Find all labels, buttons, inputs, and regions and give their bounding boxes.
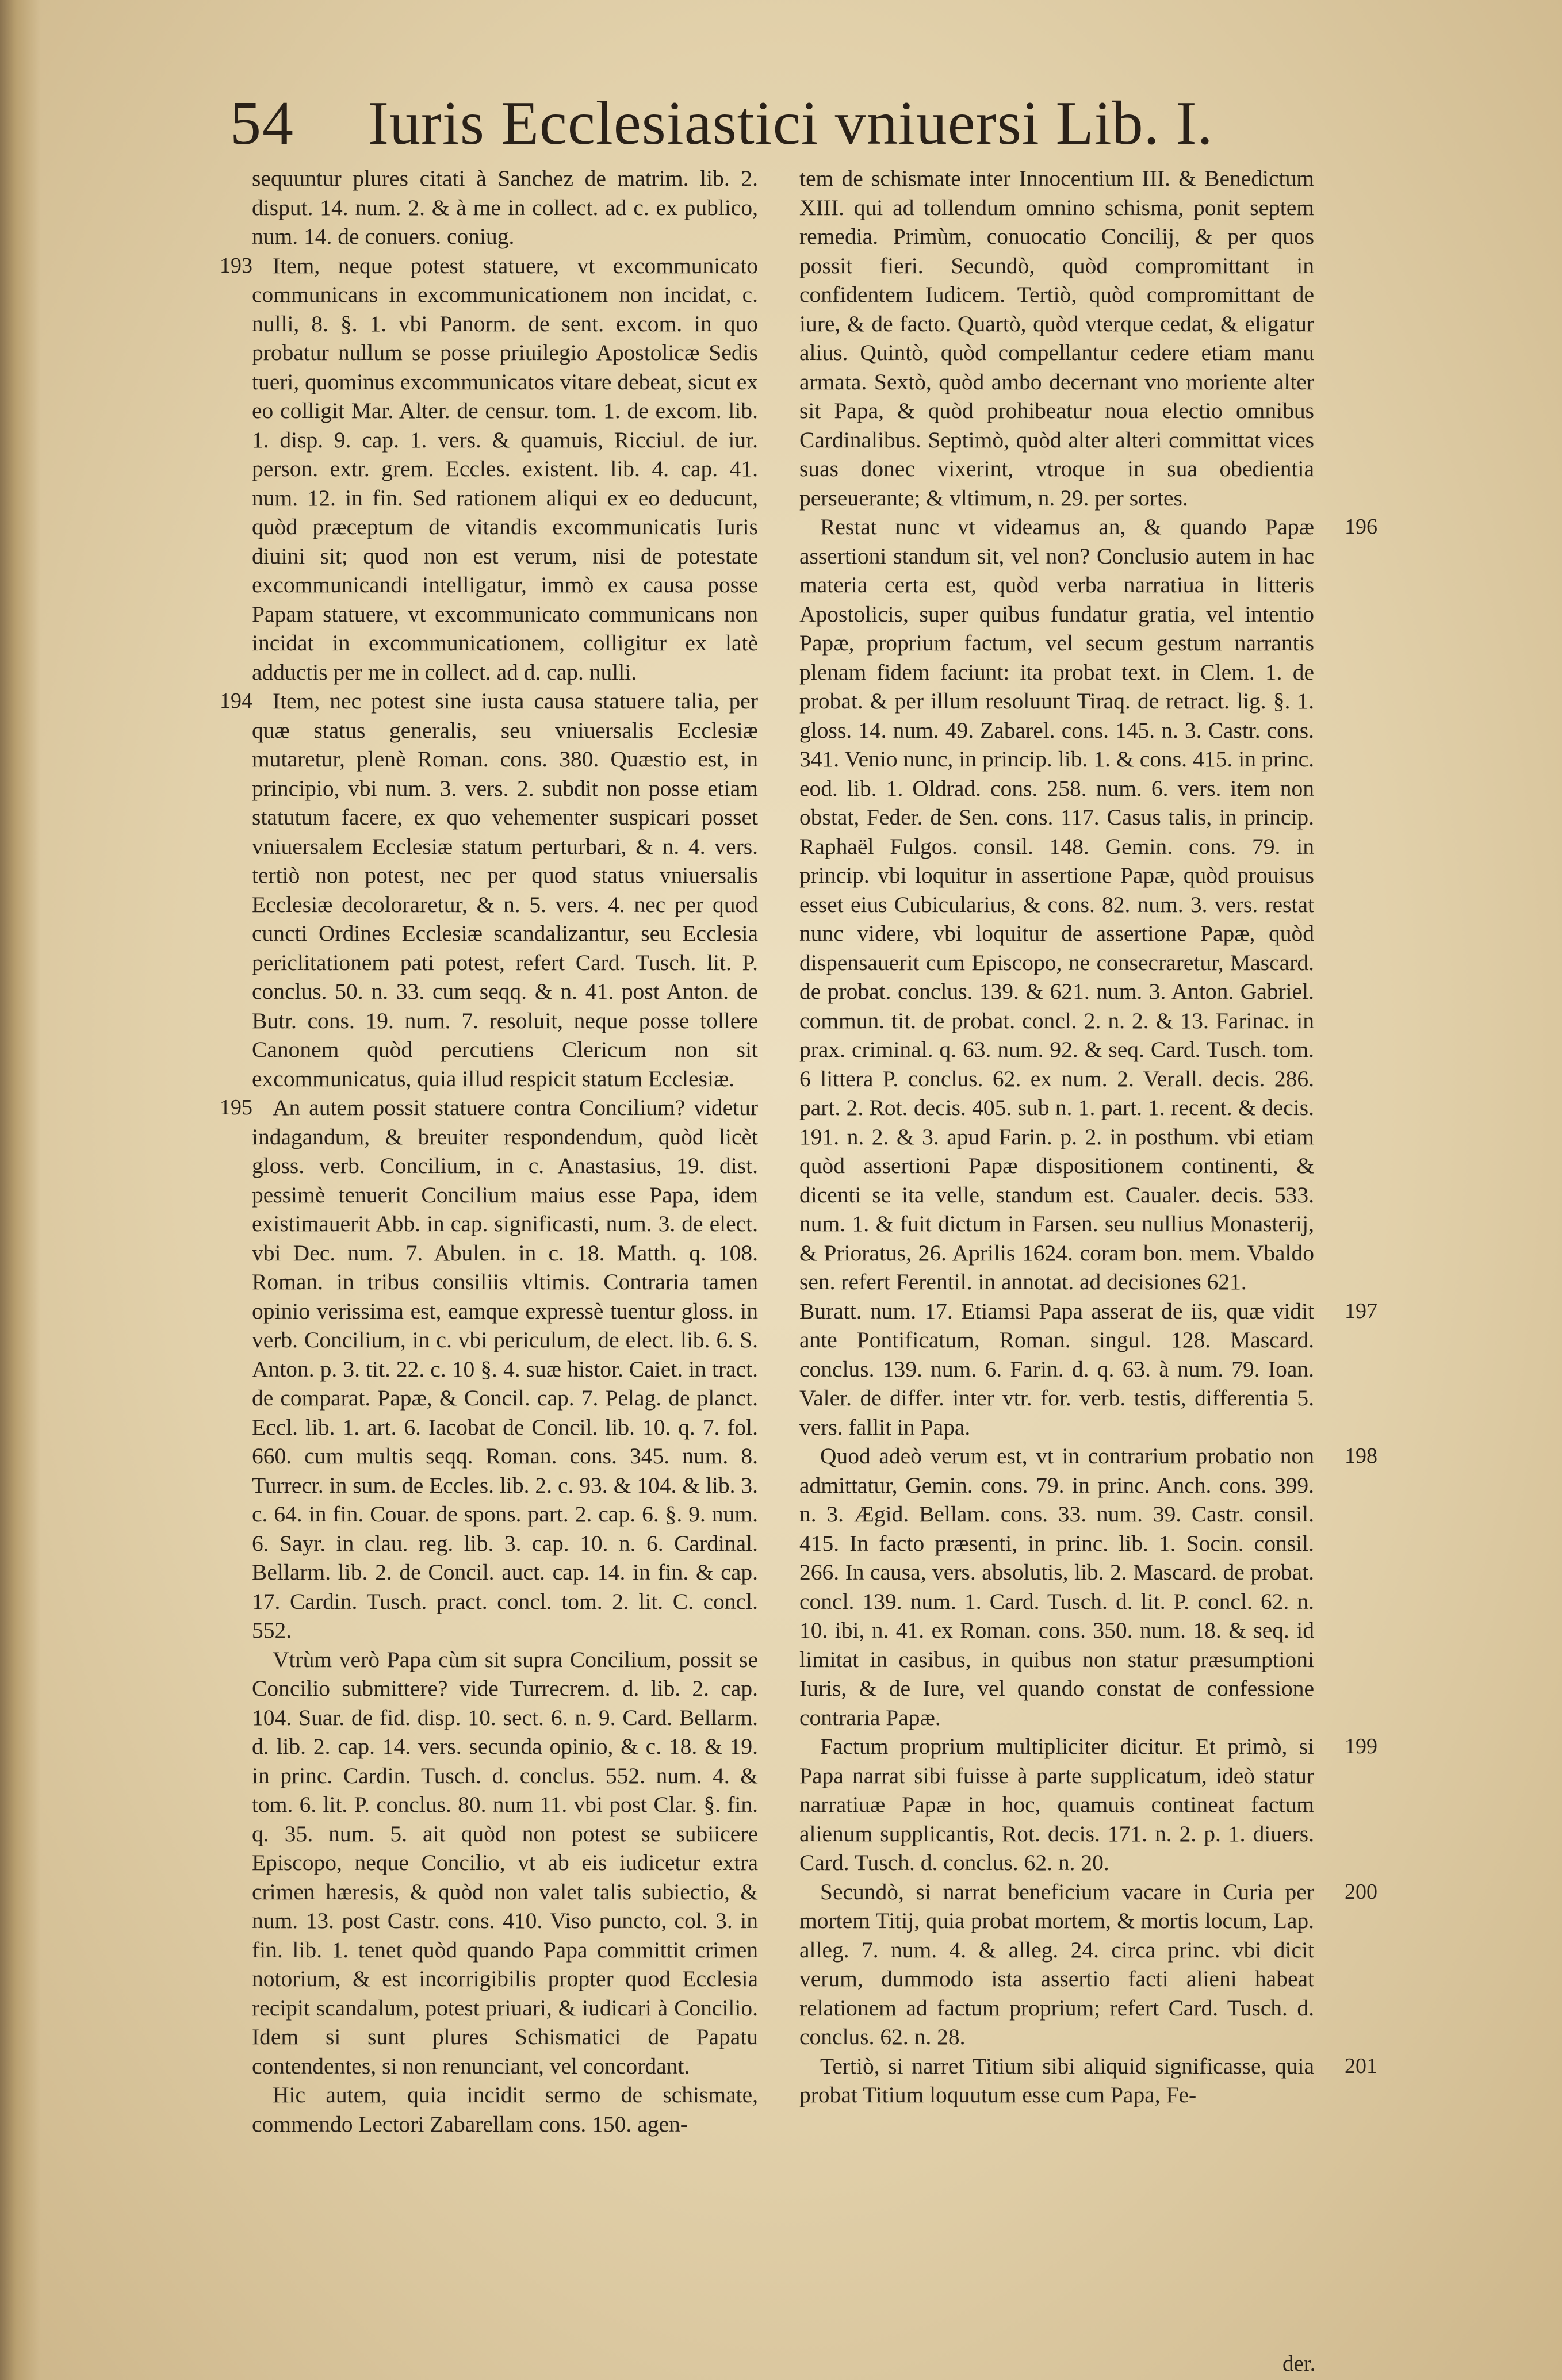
margin-number: 193 (220, 253, 252, 278)
paragraph (252, 1645, 758, 2081)
margin-number: 199 (1345, 1734, 1377, 1758)
paragraph (799, 1297, 1377, 1442)
page-gutter-shadow (0, 0, 40, 2380)
paragraph (799, 1877, 1377, 2052)
paragraph (799, 1442, 1377, 1732)
paragraph-text: Hic autem, quia incidit sermo de schismate, commendo Lectori Zabarellam cons. 150. agen- (252, 2082, 758, 2137)
catchword: der. (1282, 2351, 1316, 2376)
paragraph-text: An autem possit statuere contra Concilium? videtur indagandum, & breuiter respondendum, quòd licèt gloss. verb. Concilium, in c. Anastasius, 19. dist. pessimè tenuerit Concilium maius esse Papa, idem existimauerit Abb. in cap. significasti, num. 3. de elect. vbi Dec. num. 7. Abulen. in c. 18. Matth. q. 108. Roman. in tribus consiliis vltimis. Contraria tamen opinio verissima est, eamque expressè tuentur gloss. in verb. Concilium, in c. vbi periculum, de elect. lib. 6. S. Anton. p. 3. tit. 22. c. 10 §. 4. suæ histor. Caiet. in tract. de comparat. Papæ, & Concil. cap. 7. Pelag. de planct. Eccl. lib. 1. art. 6. Iacobat de Concil. lib. 10. q. 7. fol. 660. cum multis seqq. Roman. cons. 345. num. 8. Turrecr. in sum. de Eccles. lib. 2. c. 93. & 104. & lib. 3. c. 64. in fin. Couar. de spons. part. 2. cap. 6. §. 9. num. 6. Sayr. in clau. reg. lib. 3. cap. 10. n. 6. Cardinal. Bellarm. lib. 2. de Concil. auct. cap. 14. in fin. & cap. 17. Cardin. Tusch. pract. concl. tom. 2. lit. C. concl. 552. (252, 1095, 758, 1643)
page-header (230, 86, 1323, 161)
paragraph (252, 2080, 758, 2138)
margin-number: 197 (1345, 1298, 1377, 1323)
paragraph-text: Factum proprium multipliciter dicitur. Et primò, si Papa narrat sibi fuisse à parte supplicatum, ideò statur narratiuæ Papæ in hoc, quamuis contineat factum alienum supplicantis, Rot. decis. 171. n. 2. p. 1. diuers. Card. Tusch. d. conclus. 62. n. 20. (799, 1734, 1314, 1875)
running-title: Iuris Ecclesiastici vniuersi Lib. I. (368, 89, 1213, 158)
paragraph-text: tem de schismate inter Innocentium III. & Benedictum XIII. qui ad tollendum omnino schisma, ponit septem remedia. Primùm, conuocatio Concilij, & per quos possit fieri. Secundò, quòd compromittant in confidentem Iudicem. Tertiò, quòd compromittant de iure, & de facto. Quartò, quòd vterque cedat, & eligatur alius. Quintò, quòd compellantur cedere etiam manu armata. Sextò, quòd ambo decernant vno moriente alter sit Papa, & quòd prohibeatur noua electio omnibus Cardinalibus. Septimò, quòd alter alteri committat vices suas donec vixerint, vtroque in sua obedientia perseuerante; & vltimum, n. 29. per sortes. (799, 166, 1314, 511)
paragraph (799, 2052, 1377, 2110)
paragraph (220, 687, 758, 1093)
paragraph-text: Secundò, si narrat beneficium vacare in Curia per mortem Titij, quia probat mortem, & mortis locum, Lap. alleg. 7. num. 4. & alleg. 24. circa princ. vbi dicit verum, dummodo ista assertio facti alieni habeat relationem ad factum proprium; refert Card. Tusch. d. conclus. 62. n. 28. (799, 1879, 1314, 2049)
left-column (220, 164, 758, 2138)
paragraph-text: sequuntur plures citati à Sanchez de matrim. lib. 2. disput. 14. num. 2. & à me in collect. ad c. ex publico, num. 14. de conuers. coniug. (252, 166, 758, 249)
paragraph-text: Buratt. num. 17. Etiamsi Papa asserat de iis, quæ vidit ante Pontificatum, Roman. singul. 128. Mascard. conclus. 139. num. 6. Farin. d. q. 63. à num. 79. Ioan. Valer. de differ. inter vtr. for. verb. testis, differentia 5. vers. fallit in Papa. (799, 1298, 1314, 1440)
margin-number: 196 (1345, 515, 1377, 539)
page-number: 54 (230, 89, 294, 158)
margin-number: 195 (220, 1095, 252, 1120)
paragraph-text: Restat nunc vt videamus an, & quando Papæ assertioni standum sit, vel non? Conclusio autem in hac materia certa est, quòd verba narratiua in litteris Apostolicis, super quibus fundatur gratia, vel intentio Papæ, proprium factum, vel secum gestum narrantis plenam fidem faciunt: ita probat text. in Clem. 1. de probat. & per illum resoluunt Tiraq. de retract. lig. §. 1. gloss. 14. num. 49. Zabarel. cons. 145. n. 3. Castr. cons. 341. Venio nunc, in princip. lib. 1. & cons. 415. in princ. eod. lib. 1. Oldrad. cons. 258. num. 6. vers. item non obstat, Feder. de Sen. cons. 117. Casus talis, in princip. Raphaël Fulgos. consil. 148. Gemin. cons. 79. in princip. vbi loquitur in assertione Papæ, quòd prouisus esset eius Cubicularius, & cons. 82. num. 3. vers. restat nunc videre, vbi loquitur de assertione Papæ, quòd dispensauerit cum Episcopo, ne consecraretur, Mascard. de probat. conclus. 139. & 621. num. 3. Anton. Gabriel. commun. tit. de probat. concl. 2. n. 2. & 13. Farinac. in prax. criminal. q. 63. num. 92. & seq. Card. Tusch. tom. 6 littera P. conclus. 62. ex num. 2. Verall. decis. 286. part. 2. Rot. decis. 405. sub n. 1. part. 1. recent. & decis. 191. n. 2. & 3. apud Farin. p. 2. in posthum. vbi etiam quòd assertioni Papæ dispositionem continenti, & dicenti se ita velle, standum est. Caualer. decis. 533. num. 1. & fuit dictum in Farsen. seu nullius Monasterij, & Prioratus, 26. Aprilis 1624. coram bon. mem. Vbaldo sen. refert Ferentil. in annotat. ad decisiones 621. (799, 514, 1314, 1294)
paragraph-text: Tertiò, si narret Titium sibi aliquid significasse, quia probat Titium loquutum esse cum Papa, Fe- (799, 2053, 1314, 2107)
paragraph (799, 512, 1377, 1297)
right-column (799, 164, 1377, 2110)
paragraph-text: Vtrùm verò Papa cùm sit supra Concilium, possit se Concilio submittere? vide Turrecrem. d. lib. 2. cap. 104. Suar. de fid. disp. 10. sect. 6. n. 9. Card. Bellarm. d. lib. 2. cap. 14. vers. secunda opinio, & c. 18. & 19. in princ. Cardin. Tusch. d. conclus. 552. num. 4. & tom. 6. lit. P. conclus. 80. num 11. vbi post Clar. §. fin. q. 35. num. 5. ait quòd non potest se subiicere Episcopo, neque Concilio, vt ab eis iudicetur extra crimen hæresis, & quòd non valet talis subiectio, & num. 13. post Castr. cons. 410. Viso puncto, col. 3. in fin. lib. 1. tenet quòd quando Papa committit crimen notorium, & est incorrigibilis propter quod Ecclesia recipit scandalum, potest priuari, & iudicari à Concilio. Idem si sunt plures Schismatici de Papatu contendentes, si non renunciant, vel concordant. (252, 1646, 758, 2079)
paragraph (252, 164, 758, 251)
margin-number: 200 (1345, 1879, 1377, 1904)
paragraph (220, 1093, 758, 1645)
margin-number: 194 (220, 689, 252, 713)
paragraph-text: Item, nec potest sine iusta causa statuere talia, per quæ status generalis, seu vniuersalis Ecclesiæ mutaretur, plenè Roman. cons. 380. Quæstio est, in principio, vbi num. 3. vers. 2. subdit non posse etiam statutum facere, ex quo vehementer suspicari posset vniuersalem Ecclesiæ statum perturbari, & n. 4. vers. tertiò non potest, nec per quod status vniuersalis Ecclesiæ decoloraretur, & n. 5. vers. 4. nec per quod cuncti Ordines Ecclesiæ scandalizantur, seu Ecclesia periclitationem pati potest, refert Card. Tusch. lit. P. conclus. 50. n. 33. cum seqq. & n. 41. post Anton. de Butr. cons. 19. num. 7. resoluit, neque posse tollere Canonem quòd percutiens Clericum non sit excommunicatus, quia illud respicit statum Ecclesiæ. (252, 688, 758, 1091)
paragraph-text: Item, neque potest statuere, vt excommunicato communicans in excommunicationem non incidat, c. nulli, 8. §. 1. vbi Panorm. de sent. excom. in quo probatur nullum se posse priuilegio Apostolicæ Sedis tueri, quominus excommunicatos vitare debeat, sicut ex eo colligit Mar. Alter. de censur. tom. 1. de excom. lib. 1. disp. 9. cap. 1. vers. & quamuis, Ricciul. de iur. person. extr. grem. Eccles. existent. lib. 4. cap. 41. num. 12. in fin. Sed rationem aliqui ex eo deducunt, quòd præceptum de vitandis excommunicatis Iuris diuini sit; quod non est verum, nisi de potestate excommunicandi intelligatur, immò ex causa posse Papam statuere, vt excommunicato communicans non incidat in excommunicationem, colligitur ex latè adductis per me in collect. ad d. cap. nulli. (252, 252, 758, 685)
paragraph-text: Quod adeò verum est, vt in contrarium probatio non admittatur, Gemin. cons. 79. in princ. Anch. cons. 399. n. 3. Ægid. Bellam. cons. 33. num. 39. Castr. consil. 415. In facto præsenti, in princ. lib. 1. Socin. consil. 266. In causa, vers. absolutis, lib. 2. Mascard. de probat. concl. 139. num. 1. Card. Tusch. d. lit. P. concl. 62. n. 10. ibi, n. 41. ex Roman. cons. 350. num. 18. & seq. id limitat in casibus, in quibus non statur præsumptioni Iuris, & de Iure, vel quando constat de confessione contraria Papæ. (799, 1443, 1314, 1730)
paragraph (799, 1732, 1377, 1877)
paragraph (799, 164, 1314, 512)
margin-number: 198 (1345, 1444, 1377, 1468)
paragraph (220, 251, 758, 687)
margin-number: 201 (1345, 2053, 1377, 2078)
